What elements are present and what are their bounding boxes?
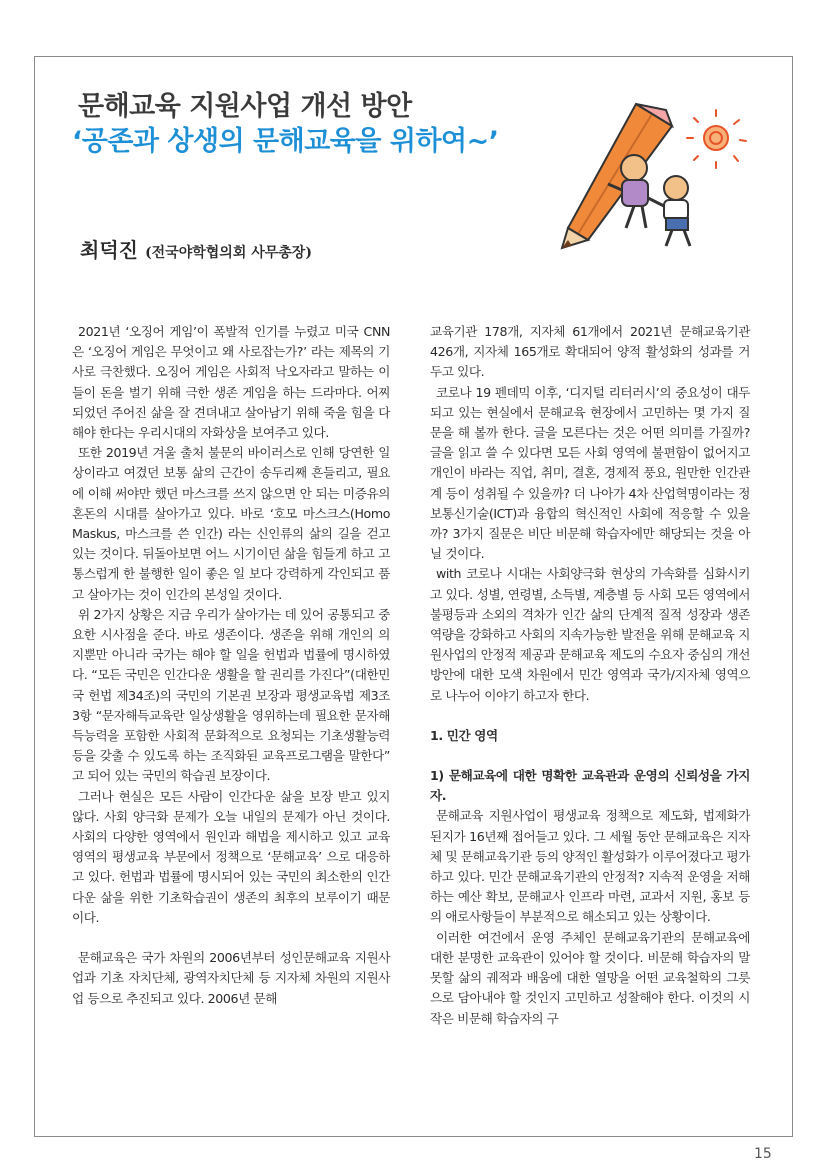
right-column <box>430 322 750 1029</box>
author-name: 최덕진 <box>80 238 138 262</box>
paragraph: 그러나 현실은 모든 사람이 인간다운 삶을 보장 받고 있지 않다. 사회 양극화 문제가 오늘 내일의 문제가 아닌 것이다. 사회의 다양한 영역에서 원인과 해법을 제시하고 있고 교육 영역의 평생교육 부문에서 정책으로 ‘문해교육’ 으로 대응하고 있다. 헌법과 법률에 명시되어 있는 국민의 최소한의 인간다운 삶을 위한 기초학습권이 생존의 최후의 보루이기 때문이다. <box>72 788 390 925</box>
paragraph: with 코로나 시대는 사회양극화 현상의 가속화를 심화시키고 있다. 성별, 연령별, 소득별, 계층별 등 사회 모든 영역에서 불평등과 소외의 격차가 인간 삶의 단계적 질적 성장과 생존 역량을 강화하고 사회의 지속가능한 발전을 위해 문해교육 지원사업의 안정적 제공과 문해교육 제도의 수요자 중심의 개선 방안에 대한 모색 차원에서 민간 영역과 국가/지자체 영역으로 나누어 이야기 하고자 한다. <box>430 566 750 703</box>
pencil-icon <box>562 104 672 248</box>
author-affiliation: (전국야학협의회 사무총장) <box>145 245 312 261</box>
paragraph: 또한 2019년 겨울 출처 불문의 바이러스로 인해 당연한 일상이라고 여겼던 보통 삶의 근간이 송두리째 흔들리고, 필요에 이해 써야만 했던 마스크를 쓰지 않으면 안 되는 미증유의 혼돈의 시대를 살아가고 있다. 바로 ‘호모 마스크스(Homo Maskus, 마스크를 쓴 인간) 라는 신인류의 삶의 길을 걷고 있는 것이다. 뒤돌아보면 어느 시기이던 삶을 힘들게 하고 고통스럽게 한 불행한 일이 좋은 일 보다 강력하게 각인되고 품고 살아가는 것이 인간의 본성일 것이다. <box>72 445 390 602</box>
subsection-heading: 1) 문해교육에 대한 명확한 교육관과 운영의 신뢰성을 가지자. <box>430 768 750 804</box>
sun-icon <box>687 110 746 168</box>
paragraph: 코로나 19 펜데믹 이후, ‘디지털 리터러시’의 중요성이 대두되고 있는 현실에서 문해교육 현장에서 고민하는 몇 가지 질문을 해 볼까 한다. 글을 모른다는 것은 어떤 의미를 가질까? 글을 읽고 쓸 수 있다면 모든 사회 영역에 불편함이 없어지고 개인이 바라는 직업, 취미, 결혼, 경제적 풍요, 원만한 인간관계 등이 성취될 수 있을까? 더 나아가 4차 산업혁명이라는 정보통신기술(ICT)과 융합의 혁신적인 사회에 적응할 수 있을까? 3가지 질문은 비단 비문해 학습자에만 해당되는 것을 아닐 것이다. <box>430 384 750 562</box>
article-title: 문해교육 지원사업 개선 방안 <box>78 91 412 122</box>
author-byline <box>80 234 312 263</box>
page-number: 15 <box>754 1146 772 1162</box>
article-subtitle: ‘공존과 상생의 문해교육을 위하여~’ <box>72 126 499 157</box>
paragraph: 이러한 여건에서 운영 주체인 문해교육기관의 문해교육에 대한 분명한 교육관이 있어야 할 것이다. 비문해 학습자의 말 못할 삶의 궤적과 배움에 대한 열망을 어떤 교육철학의 그릇으로 담아내야 할 것인지 고민하고 성찰해야 한다. 이것의 시작은 비문해 학습자의 구 <box>430 929 750 1026</box>
paragraph: 2021년 ‘오징어 게임’이 폭발적 인기를 누렸고 미국 CNN은 ‘오징어 게임은 무엇이고 왜 사로잡는가?’ 라는 제목의 기사로 극찬했다. 오징어 게임은 사회적 낙오자라고 말하는 이들이 돈을 벌기 위해 극한 생존 게임을 하는 드라마다. 어찌되었던 주어진 삶을 잘 견뎌내고 살아남기 위해 죽을 힘을 다해야 한다는 우리시대의 자화상을 보여주고 있다. <box>72 324 390 441</box>
section-heading: 1. 민간 영역 <box>430 727 498 743</box>
paragraph: 문해교육은 국가 차원의 2006년부터 성인문해교육 지원사업과 기초 자치단체, 광역자치단체 등 지자체 차원의 지원사업 등으로 추진되고 있다. 2006년 문해 <box>72 950 390 1006</box>
left-column <box>72 322 390 1009</box>
paragraph: 문해교육 지원사업이 평생교육 정책으로 제도화, 법제화가 된지가 16년째 접어들고 있다. 그 세월 동안 문해교육은 지자체 및 문해교육기관 등의 양적인 활성화가 이루어졌다고 평가하고 있다. 민간 문해교육기관의 안정적? 지속적 운영을 저해하는 예산 확보, 문해교사 인프라 마련, 교과서 지원, 홍보 등의 애로사항들이 부분적으로 해소되고 있는 상황이다. <box>430 808 750 925</box>
paragraph: 위 2가지 상황은 지금 우리가 살아가는 데 있어 공통되고 중요한 시사점을 준다. 바로 생존이다. 생존을 위해 개인의 의지뿐만 아니라 국가는 해야 할 일을 헌법과 법률에 명시하였다. “모든 국민은 인간다운 생활을 할 권리를 가진다”(대한민국 헌법 제34조)의 국민의 기본권 보장과 평생교육법 제3조 3항 “문자해득교육란 일상생활을 영위하는데 필요한 문자해득능력을 포함한 사회적 문화적으로 요청되는 기초생활능력 등을 갖출 수 있도록 하는 조직화된 교육프로그램을 말한다” 고 되어 있는 국민의 학습권 보장이다. <box>72 606 390 784</box>
child-icon <box>648 176 690 246</box>
pencil-children-illustration <box>548 100 780 250</box>
paragraph: 교육기관 178개, 지자체 61개에서 2021년 문해교육기관 426개, 지자체 165개로 확대되어 양적 활성화의 성과를 거두고 있다. <box>430 324 750 380</box>
